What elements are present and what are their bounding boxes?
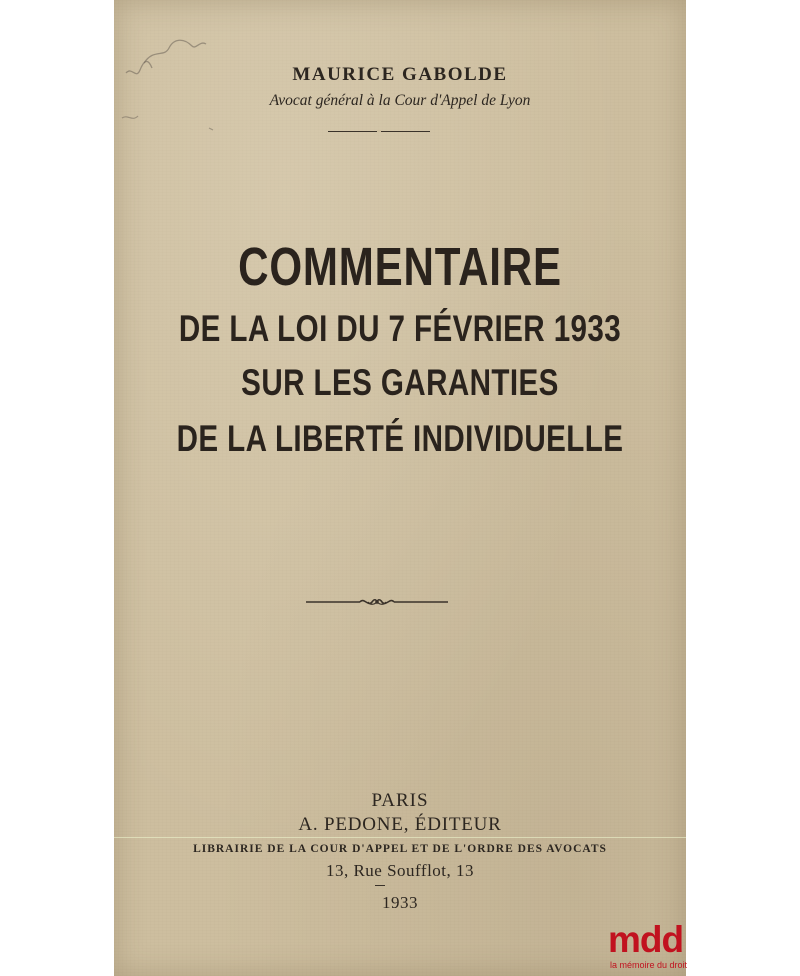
small-divider	[375, 885, 385, 886]
imprint-city: PARIS	[371, 790, 429, 811]
imprint-bookshop: LIBRAIRIE DE LA COUR D'APPEL ET DE L'ORDRE DES AVOCATS	[193, 843, 607, 855]
subtitle-line-1: DE LA LOI DU 7 FÉVRIER 1933	[178, 308, 622, 349]
scan-artifact-line	[114, 837, 686, 838]
mdd-logo	[608, 920, 692, 972]
author-title: Avocat général à la Cour d'Appel de Lyon	[269, 92, 531, 109]
subtitle-line-3: DE LA LIBERTÉ INDIVIDUELLE	[176, 418, 624, 459]
imprint-address: 13, Rue Soufflot, 13	[325, 861, 475, 880]
divider-rule	[328, 131, 430, 132]
mdd-logo-mark: mdd	[608, 919, 684, 960]
ornament-divider	[304, 595, 450, 609]
title-page	[114, 0, 686, 976]
imprint-year: 1933	[382, 893, 418, 912]
subtitle-line-2: SUR LES GARANTIES	[241, 362, 559, 403]
mdd-logo-tagline: la mémoire du droit	[610, 960, 688, 970]
book-title: COMMENTAIRE	[238, 237, 562, 297]
imprint-publisher: A. PEDONE, ÉDITEUR	[298, 814, 502, 835]
author-name: MAURICE GABOLDE	[292, 64, 508, 85]
